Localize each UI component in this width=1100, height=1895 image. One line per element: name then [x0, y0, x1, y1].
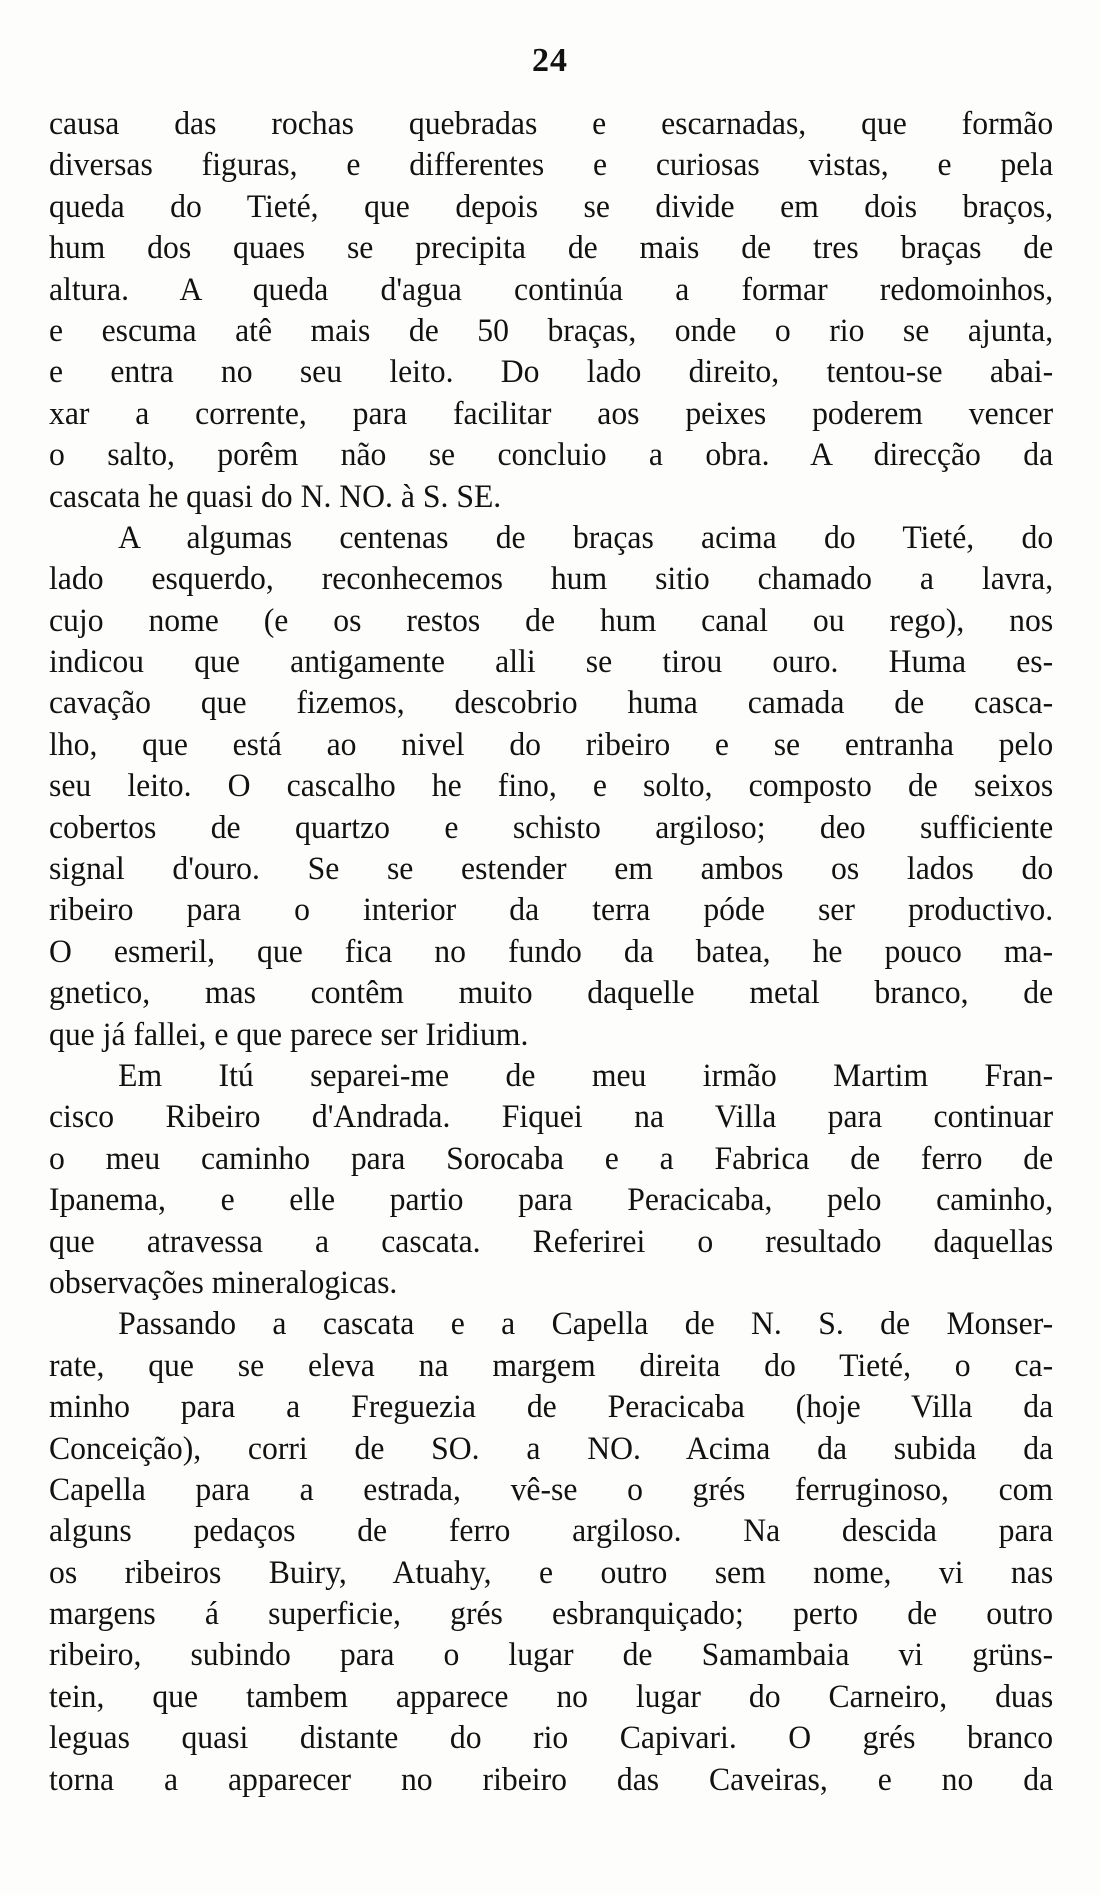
text-line: cavação que fizemos, descobrio huma camada de casca-: [49, 685, 1054, 722]
text-line: observações mineralogicas.: [49, 1264, 398, 1301]
text-line: margens á superficie, grés esbranquiçado; perto de outro: [49, 1596, 1054, 1633]
text-line: cisco Ribeiro d'Andrada. Fiquei na Villa para continuar: [49, 1099, 1054, 1136]
paragraph-4: [49, 1304, 1054, 1801]
text-line: rate, que se eleva na margem direita do Tieté, o ca-: [49, 1347, 1054, 1384]
text-line: queda do Tieté, que depois se divide em dois braços,: [49, 188, 1054, 225]
text-line: que atravessa a cascata. Referirei o resultado daquellas: [49, 1223, 1054, 1260]
text-line: Em Itú separei-me de meu irmão Martim Fran-: [118, 1057, 1054, 1094]
text-line: lado esquerdo, reconhecemos hum sitio chamado a lavra,: [49, 561, 1054, 598]
text-line: signal d'ouro. Se se estender em ambos os lados do: [49, 851, 1054, 888]
text-line: que já fallei, e que parece ser Iridium.: [49, 1016, 529, 1053]
paragraph-1: [49, 104, 1054, 518]
text-line: Conceição), corri de SO. a NO. Acima da subida da: [49, 1430, 1054, 1467]
text-line: diversas figuras, e differentes e curiosas vistas, e pela: [49, 147, 1054, 184]
text-line: o salto, porêm não se concluio a obra. A direcção da: [49, 437, 1054, 474]
text-line: Ipanema, e elle partio para Peracicaba, pelo caminho,: [49, 1182, 1054, 1219]
text-line: leguas quasi distante do rio Capivari. O grés branco: [49, 1720, 1054, 1757]
body-text: [49, 104, 1054, 1801]
text-line: A algumas centenas de braças acima do Tieté, do: [118, 519, 1054, 556]
text-line: hum dos quaes se precipita de mais de tres braças de: [49, 230, 1054, 267]
text-line: e escuma atê mais de 50 braças, onde o rio se ajunta,: [49, 312, 1054, 349]
text-line: Passando a cascata e a Capella de N. S. de Monser-: [118, 1306, 1054, 1343]
text-line: seu leito. O cascalho he fino, e solto, composto de seixos: [49, 768, 1054, 805]
text-line: cobertos de quartzo e schisto argiloso; deo sufficiente: [49, 809, 1054, 846]
text-line: alguns pedaços de ferro argiloso. Na descida para: [49, 1513, 1054, 1550]
text-line: xar a corrente, para facilitar aos peixes poderem vencer: [49, 395, 1054, 432]
text-line: o meu caminho para Sorocaba e a Fabrica de ferro de: [49, 1140, 1054, 1177]
page-number: 24: [532, 42, 568, 79]
text-line: cascata he quasi do N. NO. à S. SE.: [49, 478, 502, 515]
text-line: minho para a Freguezia de Peracicaba (hoje Villa da: [49, 1389, 1054, 1426]
text-line: torna a apparecer no ribeiro das Caveiras, e no da: [49, 1761, 1054, 1798]
text-line: lho, que está ao nivel do ribeiro e se entranha pelo: [49, 726, 1054, 763]
text-line: os ribeiros Buiry, Atuahy, e outro sem nome, vi nas: [49, 1554, 1054, 1591]
text-line: gnetico, mas contêm muito daquelle metal branco, de: [49, 975, 1054, 1012]
text-line: altura. A queda d'agua continúa a formar redomoinhos,: [49, 271, 1054, 308]
paragraph-3: [49, 1056, 1054, 1304]
text-line: ribeiro para o interior da terra póde ser productivo.: [49, 892, 1054, 929]
text-line: e entra no seu leito. Do lado direito, tentou-se abai-: [49, 354, 1054, 391]
text-line: ribeiro, subindo para o lugar de Samambaia vi grüns-: [49, 1637, 1054, 1674]
text-line: O esmeril, que fica no fundo da batea, he pouco ma-: [49, 933, 1054, 970]
text-line: Capella para a estrada, vê-se o grés ferruginoso, com: [49, 1471, 1054, 1508]
text-line: cujo nome (e os restos de hum canal ou rego), nos: [49, 602, 1054, 639]
paragraph-2: [49, 518, 1054, 1056]
text-line: tein, que tambem apparece no lugar do Carneiro, duas: [49, 1678, 1054, 1715]
text-line: causa das rochas quebradas e escarnadas, que formão: [49, 106, 1054, 142]
text-line: indicou que antigamente alli se tirou ouro. Huma es-: [49, 644, 1054, 681]
